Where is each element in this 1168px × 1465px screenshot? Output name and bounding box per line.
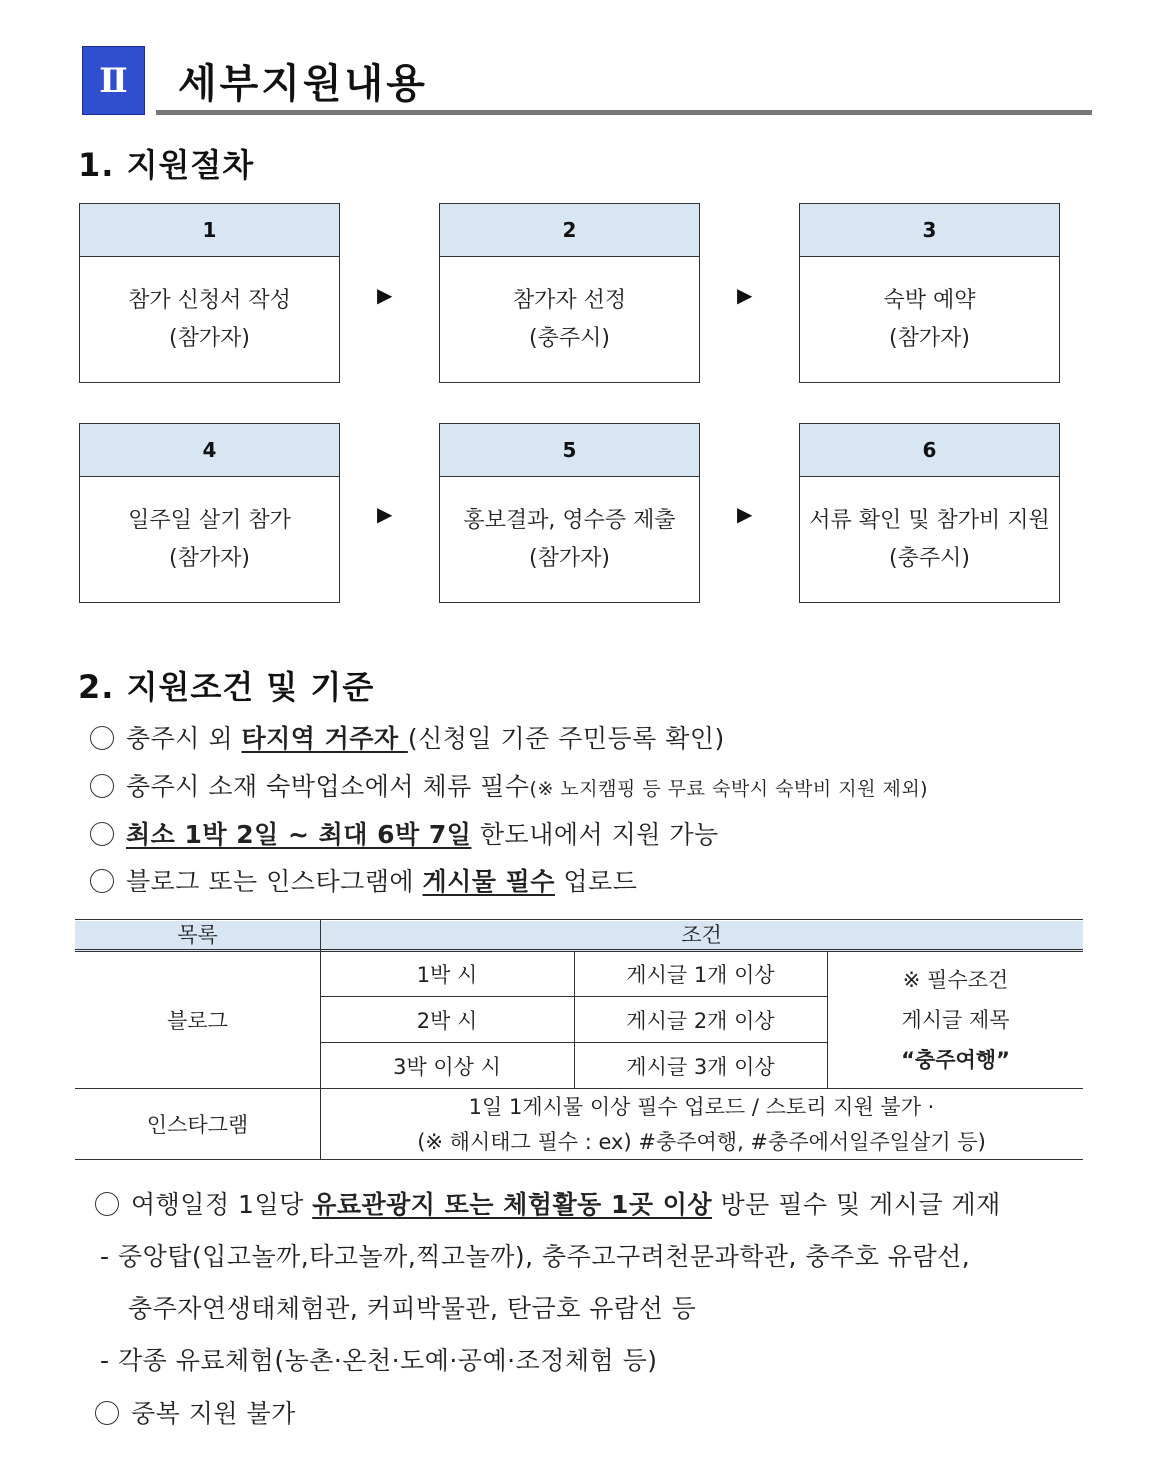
table-cell-instagram: 인스타그램 [146, 1113, 249, 1137]
detail-item: - 중앙탑(입고놀까,타고놀까,찍고놀까), 충주고구려천문과학관, 충주호 유람선, [100, 1242, 971, 1271]
step-number: 2 [440, 204, 699, 257]
table-cell-posts: 게시글 3개 이상 [626, 1054, 775, 1079]
table-cell-nights: 3박 이상 시 [393, 1054, 501, 1079]
circle-bullet-icon [90, 869, 114, 893]
step-actor: (충주시) [529, 326, 610, 351]
circle-bullet-icon [90, 822, 114, 846]
step-number: 3 [800, 204, 1059, 257]
step-box-5 [439, 423, 700, 603]
step-actor: (참가자) [169, 326, 250, 351]
step-number: 6 [800, 424, 1059, 477]
table-header-list: 목록 [177, 923, 218, 947]
step-box-1 [79, 203, 340, 383]
table-cell-nights: 2박 시 [416, 1008, 478, 1033]
title-underline [156, 110, 1092, 115]
arrow-right-icon: ▶ [737, 502, 753, 526]
step-text: 숙박 예약 [883, 288, 976, 313]
detail-item: 충주자연생태체험관, 커피박물관, 탄금호 유람선 등 [128, 1294, 697, 1323]
step-number: 4 [80, 424, 339, 477]
table-cell-blog: 블로그 [167, 1009, 228, 1033]
step-actor: (참가자) [169, 546, 250, 571]
condition-bullet: 중복 지원 불가 [95, 1394, 296, 1430]
page-title: 세부지원내용 [178, 61, 428, 107]
table-cell-insta-hashtag: (※ 해시태그 필수 : ex) #충주여행, #충주에서일주일살기 등) [417, 1130, 986, 1154]
step-actor: (참가자) [529, 546, 610, 571]
condition-bullet: 여행일정 1일당 유료관광지 또는 체험활동 1곳 이상 방문 필수 및 게시글 게재 [95, 1185, 1001, 1221]
step-text: 서류 확인 및 참가비 지원 [809, 508, 1050, 533]
step-text: 참가자 선정 [512, 288, 627, 313]
step-actor: (참가자) [889, 326, 970, 351]
arrow-right-icon: ▶ [377, 283, 393, 307]
table-cell-posts: 게시글 2개 이상 [626, 1008, 775, 1033]
condition-bullet: 충주시 소재 숙박업소에서 체류 필수(※ 노지캠핑 등 무료 숙박시 숙박비 지원 제외) [90, 767, 928, 803]
arrow-right-icon: ▶ [377, 502, 393, 526]
section1-title: 1. 지원절차 [78, 146, 255, 184]
circle-bullet-icon [95, 1401, 119, 1425]
circle-bullet-icon [95, 1192, 119, 1216]
condition-bullet: 블로그 또는 인스타그램에 게시물 필수 업로드 [90, 862, 637, 898]
table-note: ※ 필수조건 게시글 제목 “충주여행” [901, 968, 1010, 1072]
detail-item: - 각종 유료체험(농촌·온천·도예·공예·조정체험 등) [100, 1346, 658, 1375]
condition-bullet: 충주시 외 타지역 거주자 (신청일 기준 주민등록 확인) [90, 719, 725, 755]
step-number: 1 [80, 204, 339, 257]
table-header-condition: 조건 [681, 923, 722, 947]
section-number-badge: Ⅱ [82, 46, 145, 115]
step-box-2 [439, 203, 700, 383]
step-box-4 [79, 423, 340, 603]
table-cell-posts: 게시글 1개 이상 [626, 963, 775, 987]
table-cell-nights: 1박 시 [416, 963, 478, 987]
step-box-3 [799, 203, 1060, 383]
section2-title: 2. 지원조건 및 기준 [78, 668, 375, 706]
step-text: 홍보결과, 영수증 제출 [463, 508, 676, 533]
condition-bullet: 최소 1박 2일 ~ 최대 6박 7일 한도내에서 지원 가능 [90, 815, 719, 851]
circle-bullet-icon [90, 774, 114, 798]
step-number: 5 [440, 424, 699, 477]
table-cell-insta-rule: 1일 1게시물 이상 필수 업로드 / 스토리 지원 불가 · [468, 1095, 935, 1119]
step-text: 참가 신청서 작성 [128, 288, 291, 313]
step-actor: (충주시) [889, 546, 970, 571]
arrow-right-icon: ▶ [737, 283, 753, 307]
step-text: 일주일 살기 참가 [128, 508, 291, 533]
circle-bullet-icon [90, 726, 114, 750]
step-box-6 [799, 423, 1060, 603]
